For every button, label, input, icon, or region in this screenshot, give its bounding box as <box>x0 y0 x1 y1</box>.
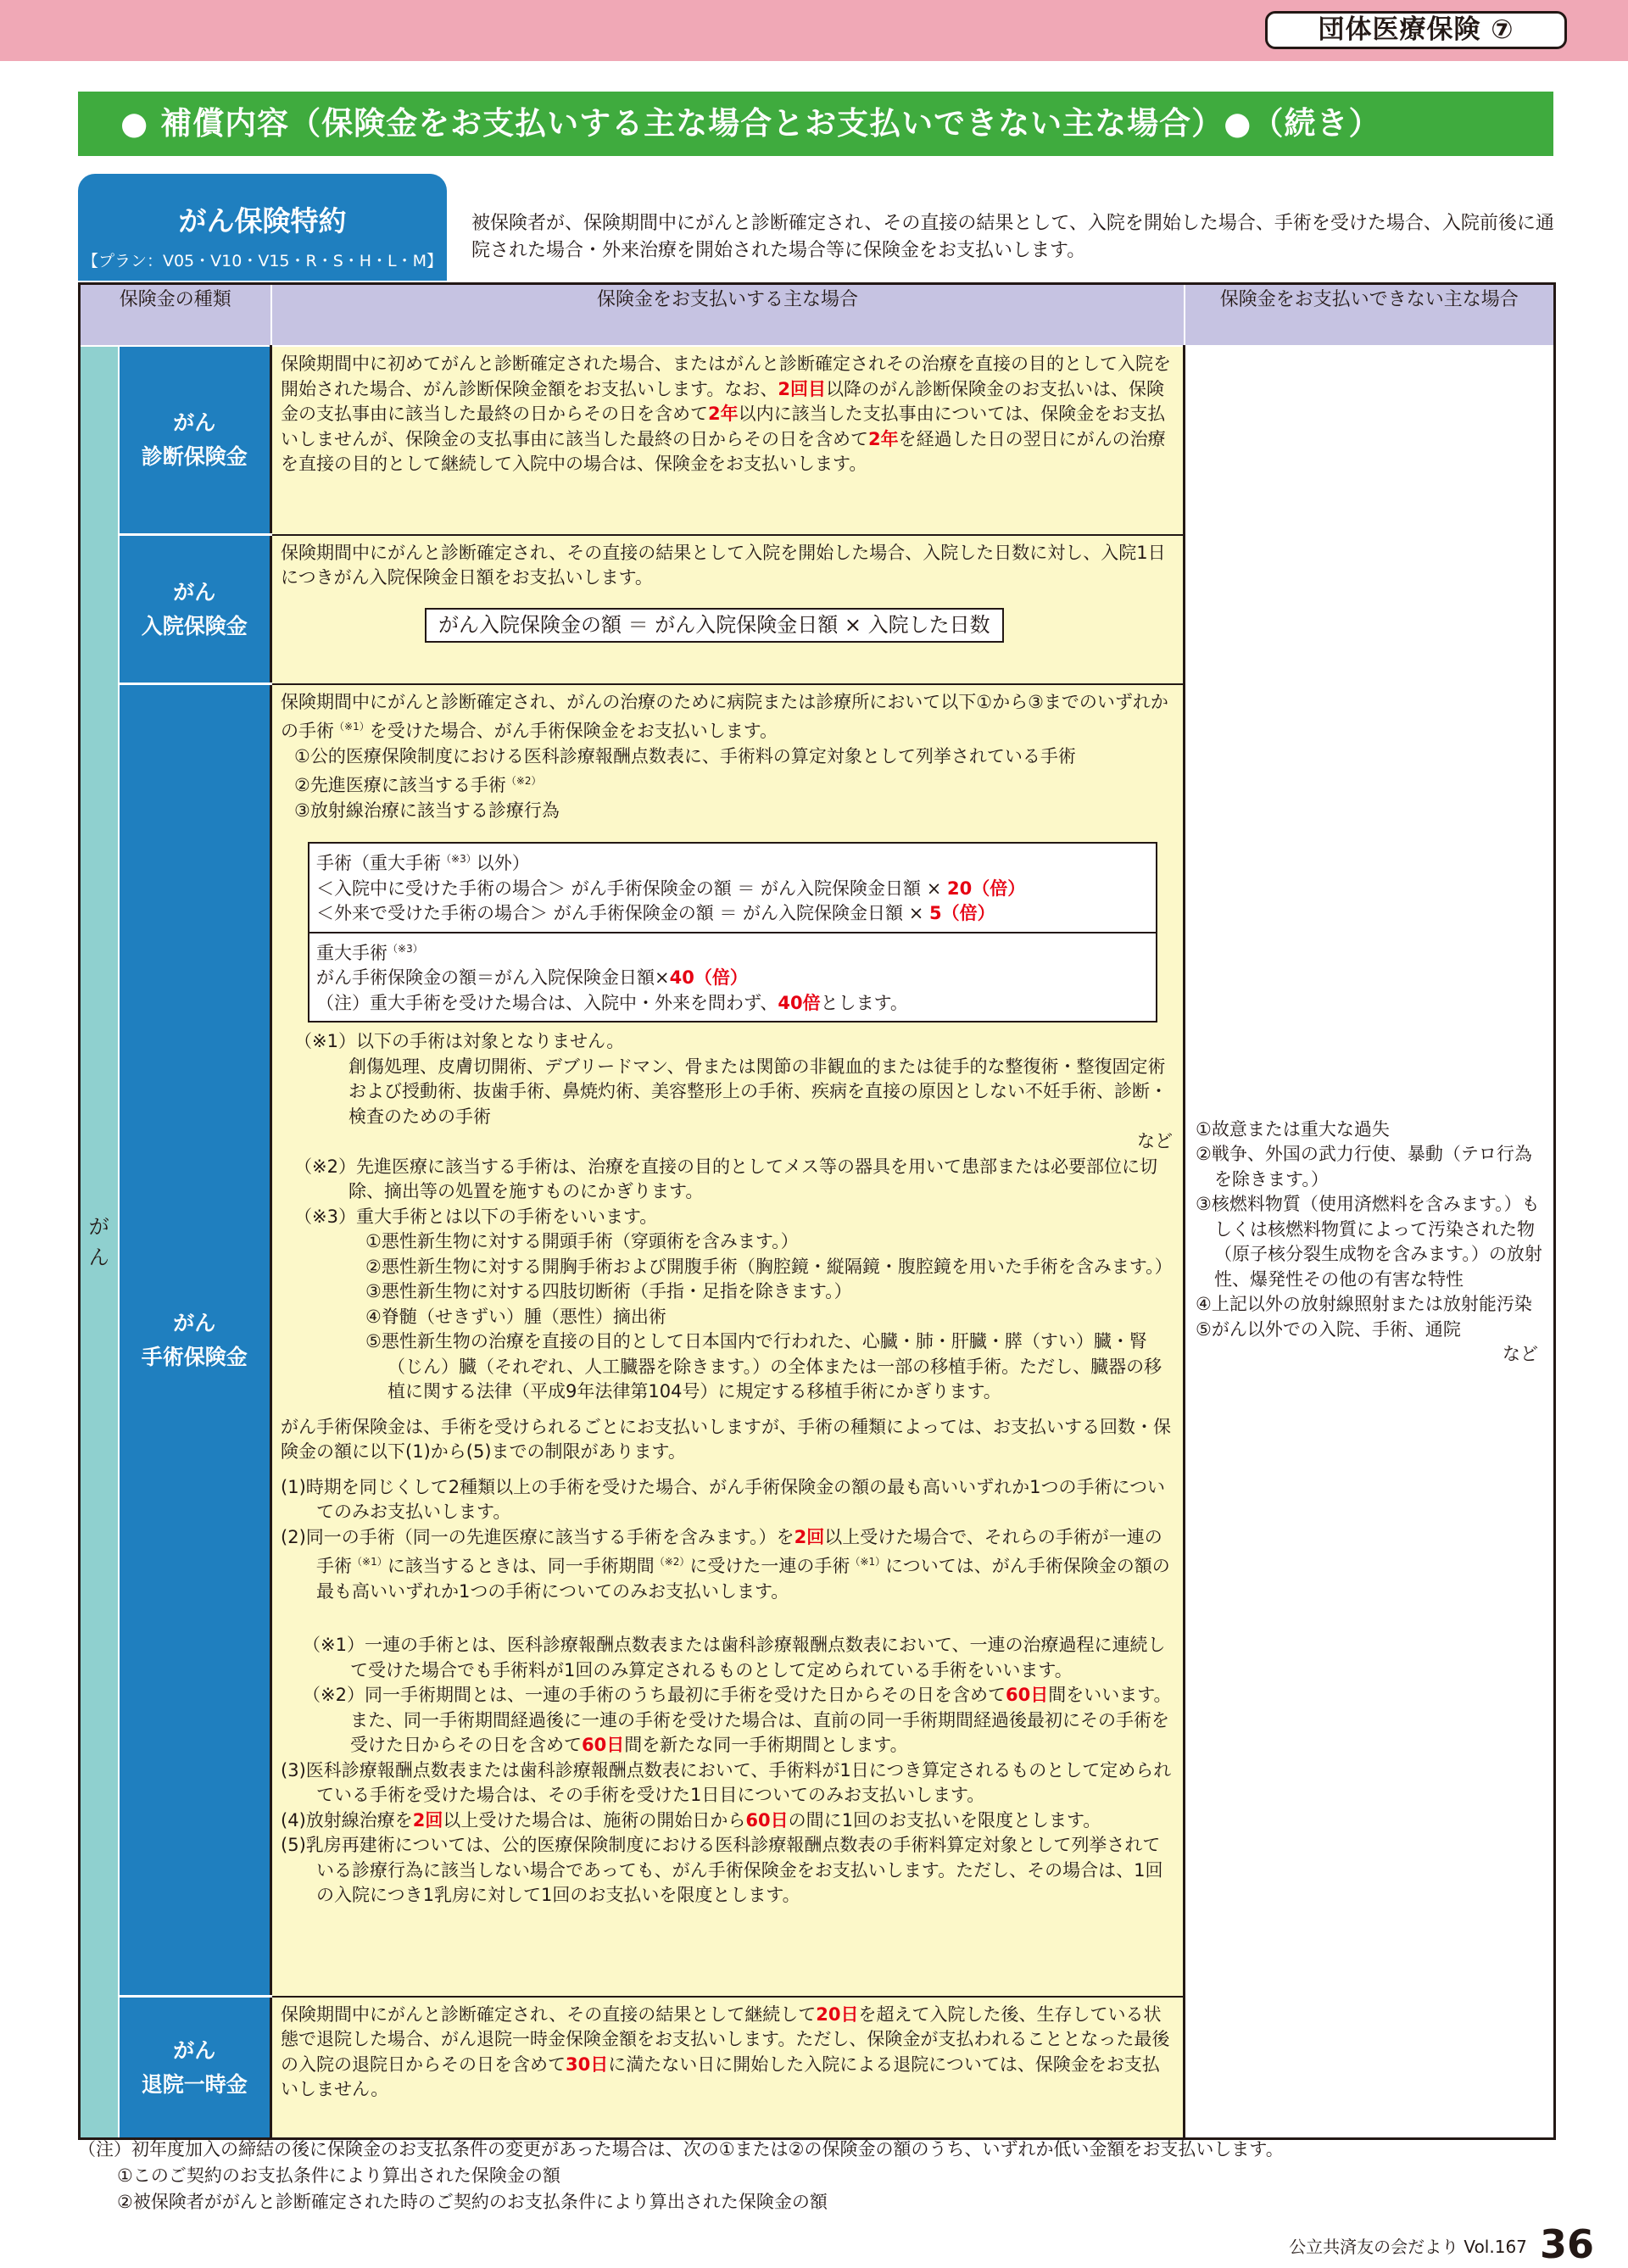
rider-plan: 【プラン：V05・V10・V15・R・S・H・L・M】 <box>81 252 443 270</box>
page-footer <box>1289 2221 1594 2267</box>
surgery-note-2: （※2）先進医療に該当する手術は、治療を直接の目的としてメス等の器具を用いて患部または必要部位に切除、摘出等の処置を施すものにかぎります。 <box>294 1156 1157 1201</box>
header-pay: 保険金をお支払いする主な場合 <box>271 284 1185 347</box>
pay-hospital: 保険期間中にがんと診断確定され、その直接の結果として入院を開始した場合、入院した日数に対し、入院1日につきがん入院保険金日額をお支払いします。 がん入院保険金の額 ＝ がん入院保険金日額 × 入院した日数 <box>271 535 1185 684</box>
coverage-table <box>78 282 1556 2140</box>
table-row <box>80 346 1555 535</box>
header-nopay: 保険金をお支払いできない主な場合 <box>1185 284 1555 347</box>
header-type: 保険金の種類 <box>80 284 271 347</box>
table-header-row <box>80 284 1555 347</box>
rider-description: 被保険者が、保険期間中にがんと診断確定され、その直接の結果として、入院を開始した場合、手術を受けた場合、入院前後に通院された場合・外来治療を開始された場合等に保険金をお支払いします。 <box>471 213 1554 261</box>
footnote: （注）初年度加入の締結の後に保険金のお支払条件の変更があった場合は、次の①または②の保険金の額のうち、いずれか低い金額をお支払いします。 ①このご契約のお支払条件により算出された保険金の額 ②被保険者ががんと診断確定された時のご契約のお支払条件により算出された保険金の額 <box>78 2139 1284 2212</box>
hospital-formula: がん入院保険金の額 ＝ がん入院保険金日額 × 入院した日数 <box>425 608 1004 644</box>
page-number: 36 <box>1539 2221 1594 2267</box>
pay-diagnosis: 保険期間中に初めてがんと診断確定された場合、またはがんと診断確定されその治療を直接の目的として入院を開始された場合、がん診断保険金額をお支払いします。なお、2回目以降のがん診断保険金のお支払いは、保険金の支払事由に該当した最終の日からその日を含めて2年以内に該当した支払事由については、保険金をお支払いしませんが、保険金の支払事由に該当した最終の日からその日を含めて2年を経過した日の翌日にがんの治療を直接の目的として継続して入院中の場合は、保険金をお支払いします。 <box>271 346 1185 535</box>
pay-surgery: 保険期間中にがんと診断確定され、がんの治療のために病院または診療所において以下①から③までのいずれかの手術$^{(※1)}$を受けた場合、がん手術保険金をお支払いします。 ①公的医療保険制度における医科診療報酬点数表に、手術料の算定対象として列挙されている手術 ②先進医療に該当する手術$^{(※2)}$ ③放射線治療に該当する診療行為 手術（重大手術$^{(※3)}$以外） ＜入院中に受けた手術の場合＞ がん手術保険金の額 ＝ がん入院保険金日額 × 20（倍） ＜外来で受けた手術の場合＞ がん手術保険金の額 ＝ がん入院保険金日額 × 5（倍） 重大手術$^{(※3)}$ がん手術保険金の額＝がん入院保険金日額×40（倍） （注）重大手術を受けた場合は、入院中・外来を問わず、40倍とします。 （※1）以下の手術は対象となりません。 創傷処理、皮膚切開術、デブリードマン、骨または関節の非観血的または徒手的な整復術・整復固定術および授動術、抜歯手術、鼻焼灼術、美容整形上の手術、疾病を直接の原因としない不妊手術、診断・検査のための手術 など （※2）先進医療に該当する手術は、治療を直接の目的としてメス等の器具を用いて患部または必要部位に切除、摘出等の処置を施すものにかぎります。 （※3）重大手術とは以下の手術をいいます。 ①悪性新生物に対する開頭手術（穿頭術を含みます。） ②悪性新生物に対する開胸手術および開腹手術（胸腔鏡・縦隔鏡・腹腔鏡を用いた手術を含みます。） ③悪性新生物に対する四肢切断術（手指・足指を除きます。） ④脊髄（せきずい）腫（悪性）摘出術 ⑤悪性新生物の治療を直接の目的として日本国内で行われた、心臓・肺・肝臓・膵（すい）臓・腎（じん）臓（それぞれ、人工臓器を除きます。）の全体または一部の移植手術。ただし、臓器の移植に関する法律（平成9年法律第104号）に規定する移植手術にかぎります。 がん手術保険金は、手術を受けられるごとにお支払いしますが、手術の種類によっては、お支払いする回数・保険金の額に以下(1)から(5)までの制限があります。 (1)時期を同じくして2種類以上の手術を受けた場合、がん手術保険金の額の最も高いいずれか1つの手術についてのみお支払いします。 (2)同一の手術（同一の先進医療に該当する手術を含みます。）を2回以上受けた場合で、それらの手術が一連の手術$^{(※1)}$に該当するときは、同一手術期間$^{(※2)}$に受けた一連の手術$^{(※1)}$については、がん手術保険金の額の最も高いいずれか1つの手術についてのみお支払いします。 （※1）一連の手術とは、医科診療報酬点数表または歯科診療報酬点数表において、一連の治療過程に連続して受けた場合でも手術料が1回のみ算定されるものとして定められている手術をいいます。 （※2）同一手術期間とは、一連の手術のうち最初に手術を受けた日からその日を含めて60日間をいいます。また、同一手術期間経過後に一連の手術を受けた場合は、直前の同一手術期間経過後最初にその手術を受けた日からその日を含めて60日間を新たな同一手術期間とします。 (3)医科診療報酬点数表または歯科診療報酬点数表において、手術料が1日につき算定されるものとして定められている手術を受けた場合は、その手術を受けた1日目についてのみお支払いします。 (4)放射線治療を2回以上受けた場合は、施術の開始日から60日の間に1回のお支払いを限度とします。 (5)乳房再建術については、公的医療保険制度における医科診療報酬点数表の手術料算定対象として列挙されている診療行為に該当しない場合であっても、がん手術保険金をお支払いします。ただし、その場合は、1回の入院につき1乳房に対して1回のお支払いを限度とします。 <box>271 684 1185 1997</box>
surgery-note-1: （※1）以下の手術は対象となりません。 創傷処理、皮膚切開術、デブリードマン、骨または関節の非観血的または徒手的な整復術・整復固定術および授動術、抜歯手術、鼻焼灼術、美容整形上の手術、疾病を直接の原因としない不妊手術、診断・検査のための手術 など <box>294 1031 1174 1151</box>
surgery-note-3: （※3）重大手術とは以下の手術をいいます。 ①悪性新生物に対する開頭手術（穿頭術を含みます。） ②悪性新生物に対する開胸手術および開腹手術（胸腔鏡・縦隔鏡・腹腔鏡を用いた手術を含みます。） ③悪性新生物に対する四肢切断術（手指・足指を除きます。） ④脊髄（せきずい）腫（悪性）摘出術 ⑤悪性新生物の治療を直接の目的として日本国内で行われた、心臓・肺・肝臓・膵（すい）臓・腎（じん）臓（それぞれ、人工臓器を除きます。）の全体または一部の移植手術。ただし、臓器の移植に関する法律（平成9年法律第104号）に規定する移植手術にかぎります。 <box>294 1206 1173 1401</box>
section-title: ● 補償内容（保険金をお支払いする主な場合とお支払いできない主な場合）●（続き） <box>78 92 1553 156</box>
type-hospital: がん 入院保険金 <box>119 535 271 684</box>
exclusions-cell: ①故意または重大な過失 ②戦争、外国の武力行使、暴動（テロ行為を除きます。） ③核燃料物質（使用済燃料を含みます。）もしくは核燃料物質によって汚染された物（原子核分裂生成物を含みます。）の放射性、爆発性その他の有害な特性 ④上記以外の放射線照射または放射能汚染 ⑤がん以外での入院、手術、通院 など <box>1185 346 1555 2139</box>
rider-tab <box>78 174 447 281</box>
type-diagnosis: がん 診断保険金 <box>119 346 271 535</box>
section-badge: 団体医療保険 ⑦ <box>1265 11 1567 49</box>
surgery-calc-box: 手術（重大手術$^{(※3)}$以外） ＜入院中に受けた手術の場合＞ がん手術保険金の額 ＝ がん入院保険金日額 × 20（倍） ＜外来で受けた手術の場合＞ がん手術保険金の額 ＝ がん入院保険金日額 × 5（倍） 重大手術$^{(※3)}$ がん手術保険金の額＝がん入院保険金日額×40（倍） （注）重大手術を受けた場合は、入院中・外来を問わず、40倍とします。 <box>308 842 1157 1023</box>
type-surgery: がん 手術保険金 <box>119 684 271 1997</box>
category-label: がん <box>80 346 119 2139</box>
rider-name: がん保険特約 <box>178 204 347 237</box>
type-discharge: がん 退院一時金 <box>119 1997 271 2139</box>
pay-discharge: 保険期間中にがんと診断確定され、その直接の結果として継続して20日を超えて入院した後、生存している状態で退院した場合、がん退院一時金保険金額をお支払いします。ただし、保険金が支払われることとなった最後の入院の退院日からその日を含めて30日に満たない日に開始した入院による退院については、保険金をお支払いしません。 <box>271 1997 1185 2139</box>
limit-intro: がん手術保険金は、手術を受けられるごとにお支払いしますが、手術の種類によっては、お支払いする回数・保険金の額に以下(1)から(5)までの制限があります。 <box>281 1416 1172 1462</box>
publication-name: 公立共済友の会だより Vol.167 <box>1289 2237 1527 2257</box>
